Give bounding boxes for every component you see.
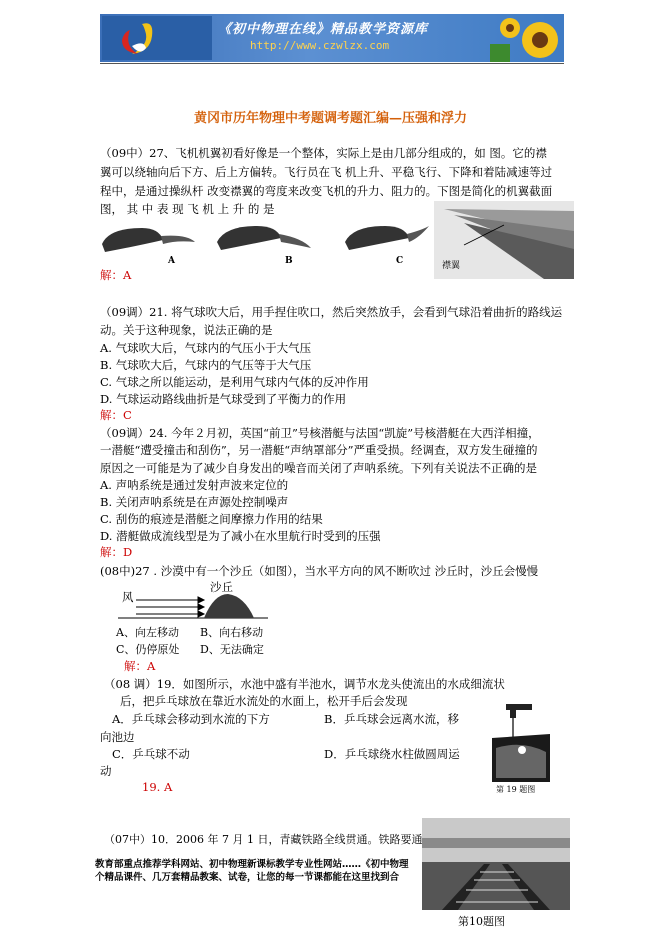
answer-label: 解：: [124, 659, 147, 673]
q1-answer-row: [100, 267, 131, 283]
answer-label: 解：: [100, 545, 123, 559]
sunflower-icon: [470, 14, 564, 62]
q3-answer: D: [123, 545, 133, 559]
q2-choice-d: D. 气球运动路线曲折是气球受到了平衡力的作用: [100, 392, 347, 406]
q3-answer-row: [100, 544, 132, 560]
q5-line-2: 后，把乒乓球放在靠近水流处的水面上，松开手后会发现: [120, 694, 408, 708]
q2-line-2: 动。关于这种现象，说法正确的是: [100, 323, 273, 337]
q3-choice-d: D. 潜艇做成流线型是为了减小在水里航行时受到的压强: [100, 529, 381, 543]
q3-choice-c: C. 刮伤的痕迹是潜艇之间摩擦力作用的结果: [100, 512, 323, 526]
sand-dune-figure: [118, 580, 268, 620]
q5-line-1: （08 调）19．如图所示，水池中盛有半池水，调节水龙头使流出的水成细流状: [104, 677, 505, 691]
page-title: 黄冈市历年物理中考题调考题汇编—压强和浮力: [193, 111, 467, 126]
q5-choice-a: A．乒乓球会移动到水流的下方: [112, 712, 270, 726]
wing-c-icon: [345, 226, 429, 250]
q4-line-1: (08中)27 . 沙漠中有一个沙丘（如图），当水平方向的风不断吹过 沙丘时，沙丘会慢慢: [100, 564, 539, 578]
q4-choice-a: A、向左移动: [116, 626, 179, 639]
q6-line-1: （07中）10．2006 年 7 月 1 日，青藏铁路全线贯通。铁路要通: [104, 833, 423, 846]
q2-choice-c: C. 气球之所以能运动，是利用气球内气体的反冲作用: [100, 375, 369, 389]
q2-choice-b: B. 气球吹大后，气球内的气压等于大气压: [100, 358, 312, 372]
wind-label: 风: [122, 590, 134, 604]
q2-answer-row: [100, 407, 132, 423]
logo-icon: [102, 16, 212, 60]
banner-url[interactable]: http://www.czwlzx.com: [250, 39, 390, 52]
q5-choice-b-cont: 向池边: [100, 730, 135, 744]
q3-choice-b: B. 关闭声呐系统是在声源处控制噪声: [100, 495, 289, 509]
ping-pong-ball-icon: [518, 746, 526, 754]
q4-choice-d: D、无法确定: [200, 643, 264, 656]
header-rule: [100, 63, 564, 64]
header-banner: [100, 14, 564, 62]
wing-a-icon: [102, 228, 195, 252]
q4-choice-c: C、仍停原处: [116, 643, 180, 656]
railway-figure-caption: 第10题图: [458, 915, 505, 928]
footer-line-2: 个精品课件、几万套精品教案、试卷，让您的每一节课都能在这里找到合: [95, 872, 400, 883]
q1-line-2: 翼可以绕轴向后下方、后上方偏转。飞行员在飞 机上升、平稳飞行、下降和着陆减速等过: [100, 165, 553, 179]
q2-line-1: （09调）21. 将气球吹大后，用手捏住吹口，然后突然放手，会看到气球沿着曲折的路线运: [100, 305, 563, 319]
footer: [95, 858, 409, 884]
dune-label: 沙丘: [210, 580, 233, 594]
wing-sections-figure: [97, 216, 432, 266]
q4-choice-b: B、向右移动: [200, 626, 264, 639]
option-c-label: C: [396, 256, 404, 266]
q2-choice-a: A. 气球吹大后，气球内的气压小于大气压: [100, 341, 312, 355]
q3-line-3: 原因之一可能是为了减少自身发出的噪音而关闭了声呐系统。下列有关说法不正确的是: [100, 461, 537, 475]
q3-line-2: 一潜艇“遭受撞击和刮伤”，另一潜艇“声纳罩部分”严重受损。经调查，双方发生碰撞的: [100, 443, 538, 457]
q1-answer: A: [123, 268, 132, 282]
answer-label: 解：: [100, 268, 123, 282]
q4-answer-row: [124, 658, 155, 674]
faucet-figure-caption: 第 19 题图: [496, 785, 536, 794]
q5-choice-d: D．乒乓球绕水柱做圆周运: [324, 747, 460, 761]
dune-icon: [204, 594, 254, 618]
footer-line-1: 教育部重点推荐学科网站、初中物理新课标教学专业性网站……《初中物理: [95, 859, 409, 870]
q5-choice-c: C．乒乓球不动: [112, 747, 190, 761]
option-b-label: B: [285, 256, 293, 266]
banner-title: 《初中物理在线》精品教学资源库: [218, 22, 429, 37]
q1-line-3: 程中，是通过操纵杆 改变襟翼的弯度来改变飞机的升力、阻力的。下图是简化的机翼截面: [100, 184, 553, 198]
wind-arrows-icon: [136, 597, 204, 617]
q1-line-1: （09中）27、飞机机翼初看好像是一个整体，实际上是由几部分组成的，如 图。它的襟: [100, 146, 547, 160]
faucet-figure: [492, 698, 550, 782]
q5-answer: 19. A: [142, 780, 173, 794]
railway-photo: [422, 818, 570, 910]
q5-choice-b: B．乒乓球会远离水流，移: [324, 712, 459, 726]
q2-answer: C: [123, 408, 132, 422]
q3-choice-a: A. 声呐系统是通过发射声波来定位的: [100, 478, 289, 492]
q3-line-1: （09调）24. 今年２月初，英国“前卫”号核潜艇与法国“凯旋”号核潜艇在大西洋相撞，: [100, 426, 540, 440]
q5-choice-d-cont: 动: [100, 764, 112, 778]
q4-answer: A: [147, 659, 156, 673]
answer-label: 解：: [100, 408, 123, 422]
flap-label: 襟翼: [442, 261, 461, 271]
option-a-label: A: [168, 256, 175, 266]
wing-b-icon: [217, 226, 311, 250]
q1-line-4: 图， 其 中 表 现 飞 机 上 升 的 是: [100, 202, 275, 216]
